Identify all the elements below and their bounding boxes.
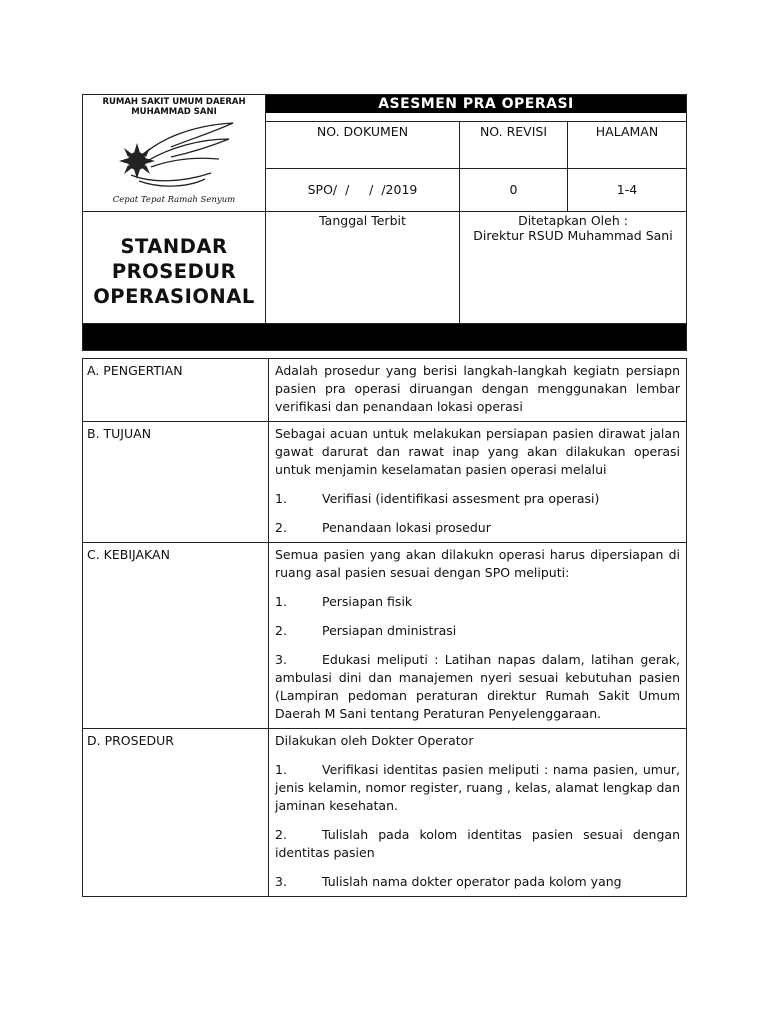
list-number: 3. [275,652,287,667]
list-item [275,519,680,537]
list-item [275,826,680,862]
list-item [275,622,680,640]
list-text: Verifikasi identitas pasien meliputi : nama pasien, umur, jenis kelamin, nomor register, ruang , kelas, alamat lengkap dan jaminan kesehatan. [275,762,680,813]
section-label: A. PENGERTIAN [83,359,269,422]
list-number: 1. [275,491,287,506]
section-body [269,359,687,422]
list-text: Penandaan lokasi prosedur [322,520,491,535]
direktur-name: Direktur RSUD Muhammad Sani [473,228,673,243]
list-item [275,593,680,611]
list-item [275,651,680,723]
col-no-revisi: NO. REVISI [460,122,568,169]
document-title: ASESMEN PRA OPERASI [266,95,686,113]
list-item [275,873,680,891]
ditetapkan-cell [460,212,687,324]
list-number: 2. [275,827,287,842]
hospital-name [83,95,265,117]
divider-bar [83,324,687,351]
list-text: Verifiasi (identifikasi assesment pra operasi) [322,491,600,506]
section-label: D. PROSEDUR [83,729,269,897]
spo-title-line2: PROSEDUR [111,260,237,283]
list-item [275,761,680,815]
ditetapkan-oleh: Ditetapkan Oleh : [518,213,628,228]
section-body [269,422,687,543]
spo-document [82,94,686,897]
value-halaman: 1-4 [568,169,687,212]
tanggal-terbit: Tanggal Terbit [266,212,460,324]
doc-title-cell [266,95,687,122]
col-no-dokumen: NO. DOKUMEN [266,122,460,169]
section-label: B. TUJUAN [83,422,269,543]
hospital-logo-cell [83,95,266,212]
section-body [269,729,687,897]
hospital-name-line2: MUHAMMAD SANI [131,107,217,117]
section-kebijakan [83,543,687,729]
list-text: Edukasi meliputi : Latihan napas dalam, latihan gerak, ambulasi dini dan manajemen nyeri sesuai kebutuhan pasien (Lampiran pedoman peraturan direktur Rumah Sakit Umum Daerah M Sani tentang Peraturan Penyelenggaraan. [275,652,680,721]
value-no-revisi: 0 [460,169,568,212]
section-body [269,543,687,729]
section-pengertian [83,359,687,422]
prosedur-text: Dilakukan oleh Dokter Operator [275,733,474,748]
spo-title-cell [83,212,266,324]
section-tujuan [83,422,687,543]
list-text: Persiapan fisik [322,594,413,609]
list-number: 2. [275,520,287,535]
hospital-name-line1: RUMAH SAKIT UMUM DAERAH [102,97,246,107]
spo-title-line3: OPERASIONAL [93,285,255,308]
list-number: 2. [275,623,287,638]
content-table [82,358,687,897]
list-number: 3. [275,874,287,889]
tujuan-text: Sebagai acuan untuk melakukan persiapan pasien dirawat jalan gawat darurat dan rawat inap yang akan dilakukan operasi untuk menjamin keselamatan pasien operasi melalui [275,426,680,477]
header-table [82,94,687,351]
list-number: 1. [275,762,287,777]
list-number: 1. [275,594,287,609]
spo-title-line1: STANDAR [120,235,228,258]
section-label: C. KEBIJAKAN [83,543,269,729]
hospital-logo-icon [101,117,241,193]
spo-title [83,212,265,309]
list-text: Persiapan dministrasi [322,623,457,638]
kebijakan-text: Semua pasien yang akan dilakukn operasi harus dipersiapan di ruang asal pasien sesuai dengan SPO meliputi: [275,547,680,580]
value-no-dokumen: SPO/ / / /2019 [266,169,460,212]
col-halaman: HALAMAN [568,122,687,169]
list-text: Tulislah pada kolom identitas pasien sesuai dengan identitas pasien [275,827,680,860]
hospital-motto: Cepat Tepat Ramah Senyum [112,195,236,205]
list-text: Tulislah nama dokter operator pada kolom yang [322,874,622,889]
section-prosedur [83,729,687,897]
list-item [275,490,680,508]
pengertian-text: Adalah prosedur yang berisi langkah-langkah kegiatn persiapn pasien pra operasi diruangan dengan menggunakan lembar verifikasi dan penandaan lokasi operasi [275,363,680,414]
